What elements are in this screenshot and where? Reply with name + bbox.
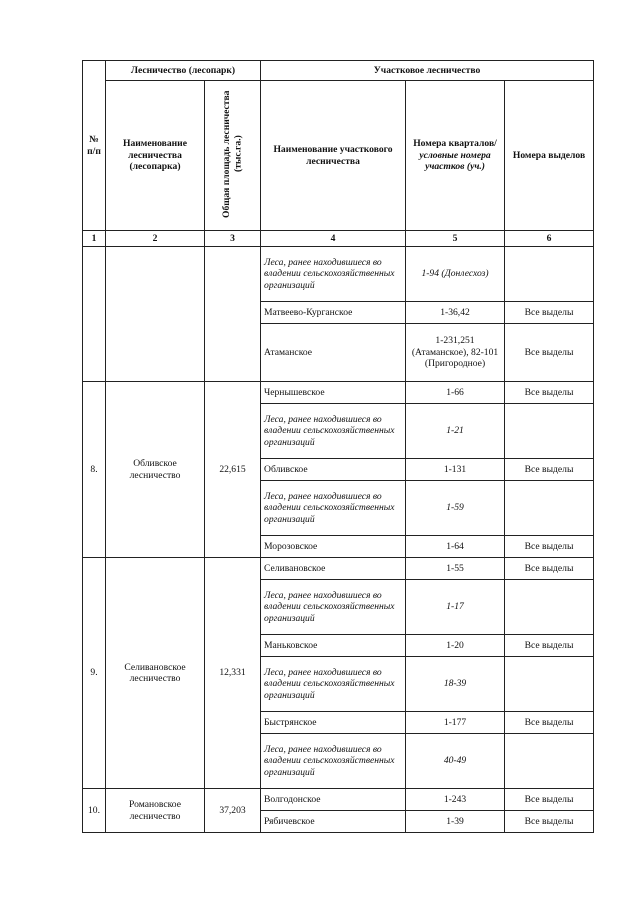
header-num: № п/п [83,61,106,231]
district-name: Рябичевское [261,811,406,833]
quarter-numbers: 1-21 [406,404,505,459]
district-name: Леса, ранее находившиеся во владении сельскохозяйственных организаций [261,481,406,536]
forestry-number: 8. [83,382,106,558]
allotment-numbers [505,657,594,712]
allotment-numbers [505,404,594,459]
col-number: 1 [83,231,106,247]
forestry-area: 22,615 [205,382,261,558]
col-number: 4 [261,231,406,247]
district-name: Волгодонское [261,789,406,811]
quarter-numbers: 1-131 [406,459,505,481]
quarter-numbers: 1-59 [406,481,505,536]
quarter-numbers: 1-177 [406,712,505,734]
district-name: Леса, ранее находившиеся во владении сельскохозяйственных организаций [261,734,406,789]
district-name: Леса, ранее находившиеся во владении сельскохозяйственных организаций [261,247,406,302]
allotment-numbers [505,481,594,536]
quarter-numbers: 1-66 [406,382,505,404]
forestry-name: Романовское лесничество [106,789,205,833]
allotment-numbers: Все выделы [505,382,594,404]
district-name: Матвеево-Курганское [261,302,406,324]
header-quarters-a: Номера кварталов/ [413,138,497,150]
quarter-numbers: 1-231,251 (Атаманское), 82-101 (Пригородное) [406,324,505,382]
header-quarters-b: условные номера участков (уч.) [419,149,491,173]
forestry-number: 10. [83,789,106,833]
district-name: Быстрянское [261,712,406,734]
forestry-area: 12,331 [205,558,261,789]
district-name: Леса, ранее находившиеся во владении сельскохозяйственных организаций [261,404,406,459]
quarter-numbers: 1-94 (Донлесхоз) [406,247,505,302]
allotment-numbers [505,580,594,635]
header-allotments: Номера выделов [505,81,594,231]
forestry-area: 37,203 [205,789,261,833]
allotment-numbers: Все выделы [505,459,594,481]
district-name: Чернышевское [261,382,406,404]
allotment-numbers: Все выделы [505,302,594,324]
allotment-numbers [505,734,594,789]
allotment-numbers [505,247,594,302]
district-name: Маньковское [261,635,406,657]
col-number: 3 [205,231,261,247]
forestry-number: 9. [83,558,106,789]
district-name: Селивановское [261,558,406,580]
quarter-numbers: 18-39 [406,657,505,712]
header-area [205,81,261,231]
forestry-area [205,247,261,382]
quarter-numbers: 1-20 [406,635,505,657]
table-row [83,247,594,302]
quarter-numbers: 1-17 [406,580,505,635]
allotment-numbers: Все выделы [505,558,594,580]
district-name: Леса, ранее находившиеся во владении сельскохозяйственных организаций [261,657,406,712]
allotment-numbers: Все выделы [505,789,594,811]
col-number: 6 [505,231,594,247]
allotment-numbers: Все выделы [505,712,594,734]
forestry-name: Селивановское лесничество [106,558,205,789]
quarter-numbers: 1-39 [406,811,505,833]
district-name: Обливское [261,459,406,481]
table-row [83,382,594,404]
allotment-numbers: Все выделы [505,324,594,382]
district-name: Морозовское [261,536,406,558]
allotment-numbers: Все выделы [505,536,594,558]
district-name: Леса, ранее находившиеся во владении сельскохозяйственных организаций [261,580,406,635]
forestry-name: Обливское лесничество [106,382,205,558]
quarter-numbers: 1-243 [406,789,505,811]
allotment-numbers: Все выделы [505,635,594,657]
header-area-text: Общая площадь лесничества (тыс.га.) [221,90,244,218]
header-group-forestry: Лесничество (лесопарк) [106,61,261,81]
forestry-name [106,247,205,382]
col-number: 2 [106,231,205,247]
quarter-numbers: 1-55 [406,558,505,580]
quarter-numbers: 1-64 [406,536,505,558]
quarter-numbers: 40-49 [406,734,505,789]
allotment-numbers: Все выделы [505,811,594,833]
forestry-number [83,247,106,382]
header-group-district: Участковое лесничество [261,61,594,81]
table-row [83,558,594,580]
header-quarters [406,81,505,231]
forestry-table [82,60,594,833]
quarter-numbers: 1-36,42 [406,302,505,324]
header-district-name: Наименование участкового лесничества [261,81,406,231]
col-number: 5 [406,231,505,247]
district-name: Атаманское [261,324,406,382]
table-row [83,789,594,811]
header-forestry-name: Наименование лесничества (лесопарка) [106,81,205,231]
